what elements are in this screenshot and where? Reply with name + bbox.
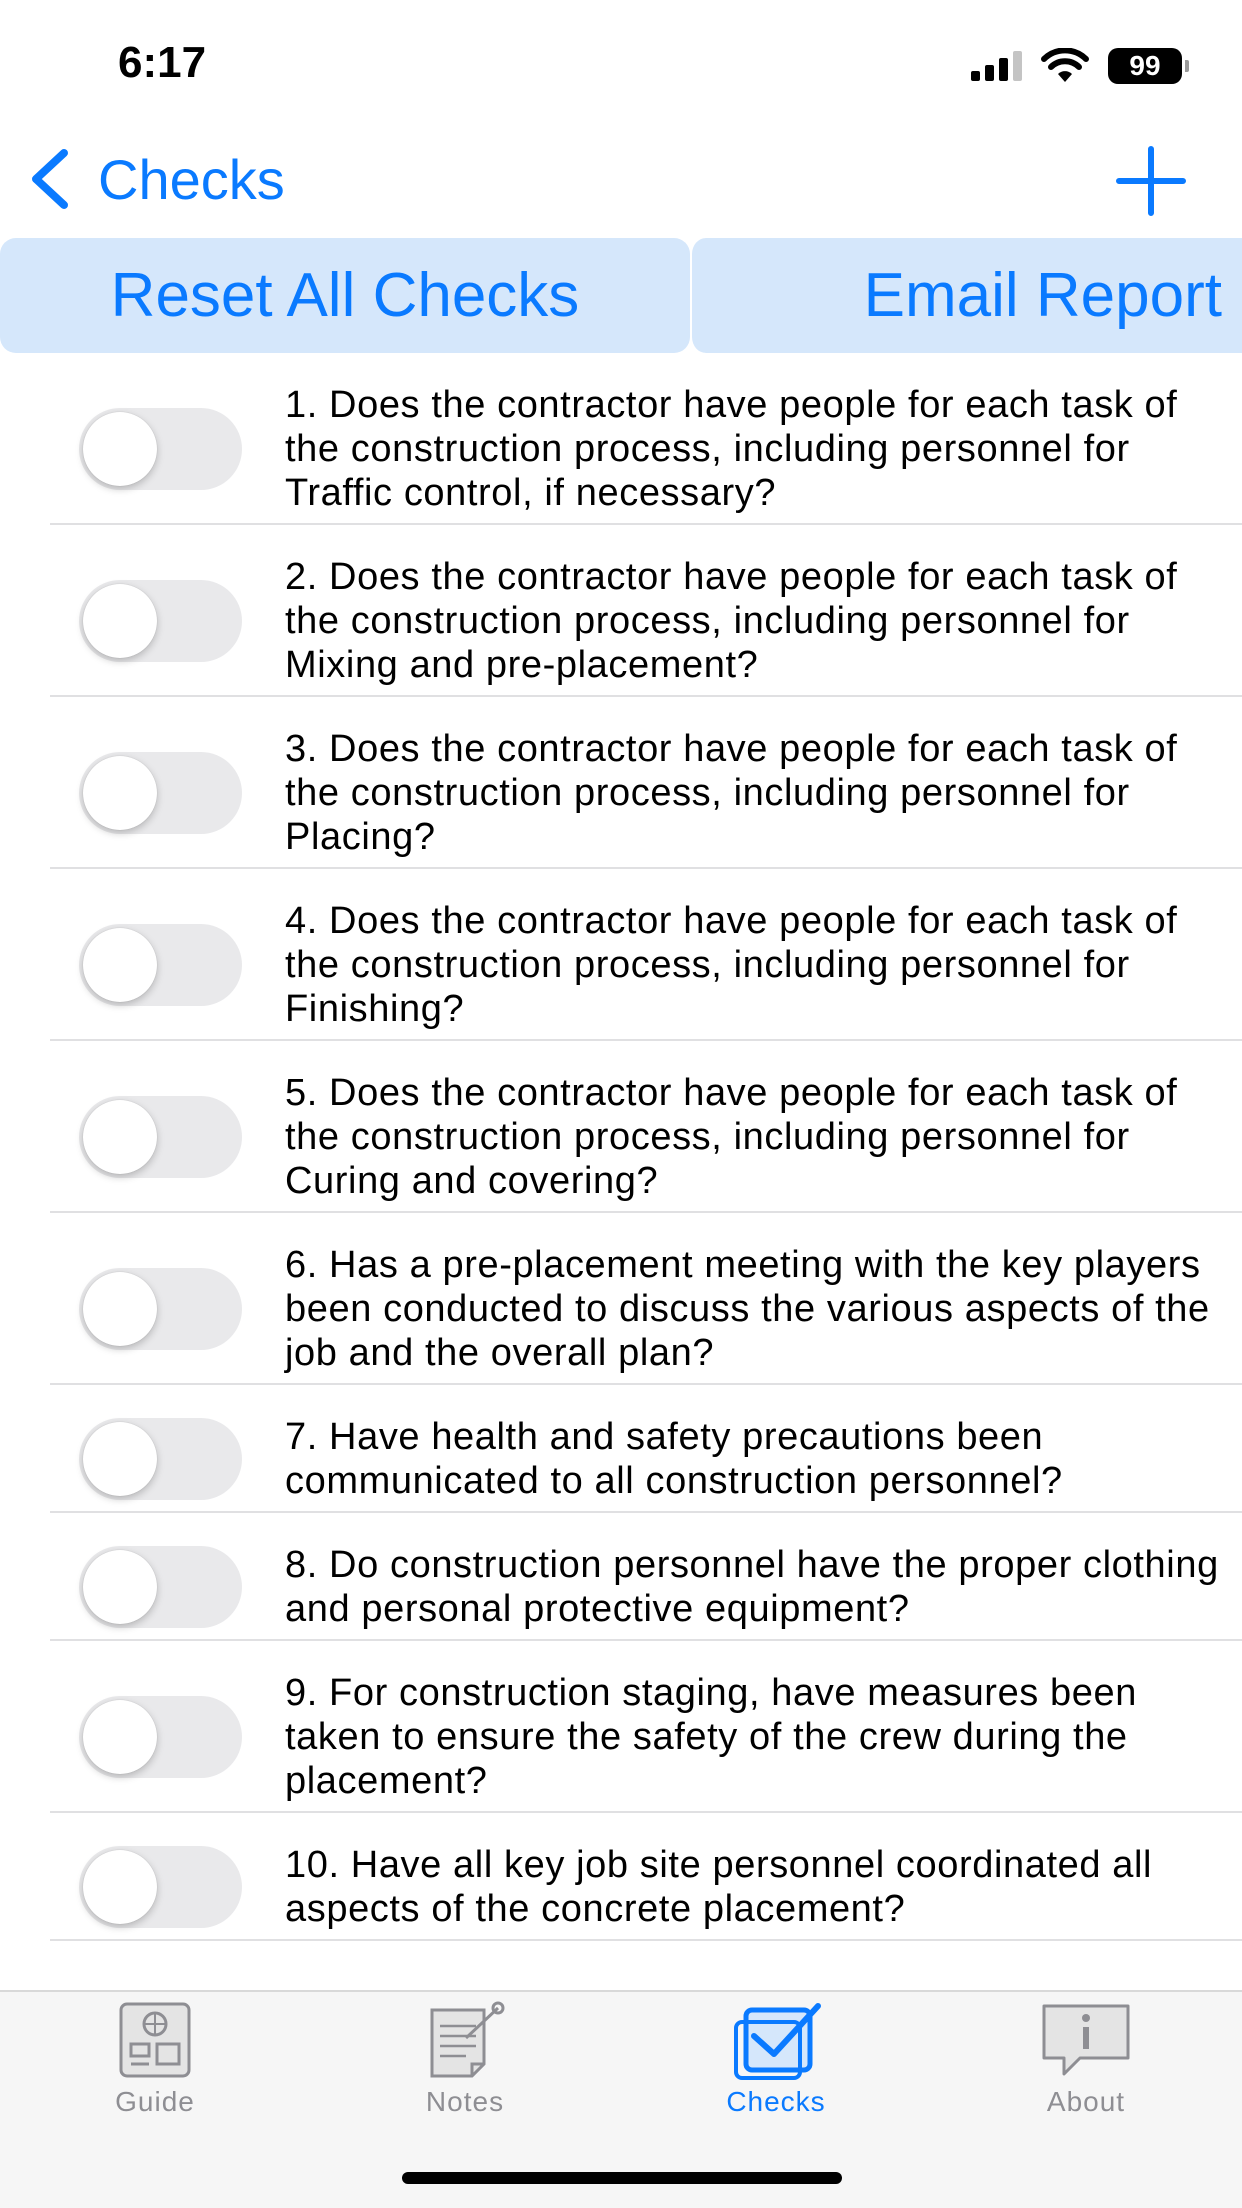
add-button[interactable] [1116,146,1186,216]
tab-notes[interactable] [355,2000,575,2150]
toggle-wrap [50,408,285,490]
toggle-knob [83,1850,157,1924]
check-toggle[interactable] [79,1546,242,1628]
toggle-knob [83,1422,157,1496]
status-bar [0,0,1242,120]
toggle-wrap [50,1546,285,1628]
wifi-icon [1040,48,1090,84]
check-row [50,1813,1242,1941]
tab-about[interactable] [976,2000,1196,2150]
check-question: 9. For construction staging, have measures been taken to ensure the safety of the crew during the placement? [285,1672,1137,1802]
tab-checks[interactable] [666,2000,886,2150]
toggle-knob [83,1550,157,1624]
check-question: 5. Does the contractor have people for each task of the construction process, including personnel for Curing and covering? [285,1072,1178,1202]
toggle-wrap [50,1268,285,1350]
toggle-knob [83,1700,157,1774]
action-row [0,238,1242,353]
toggle-wrap [50,1096,285,1178]
notes-icon [422,2000,508,2080]
toggle-wrap [50,580,285,662]
toggle-wrap [50,924,285,1006]
info-bubble-icon [1038,2000,1134,2080]
check-question: 2. Does the contractor have people for each task of the construction process, including personnel for Mixing and pre-placement? [285,556,1178,686]
back-button[interactable] [26,144,285,214]
check-row [50,353,1242,525]
check-row [50,1513,1242,1641]
check-question: 10. Have all key job site personnel coordinated all aspects of the concrete placement? [285,1844,1153,1930]
check-toggle[interactable] [79,408,242,490]
tab-label: Guide [115,2086,195,2117]
toggle-knob [83,1100,157,1174]
check-toggle[interactable] [79,1268,242,1350]
check-toggle[interactable] [79,1418,242,1500]
toggle-wrap [50,1418,285,1500]
battery-icon: 99 [1108,48,1182,84]
toggle-knob [83,928,157,1002]
email-report-button[interactable]: Email Report [690,238,1242,353]
plus-icon [1116,146,1186,216]
chevron-left-icon [26,147,72,211]
check-toggle[interactable] [79,924,242,1006]
status-icons [971,46,1182,86]
check-row [50,869,1242,1041]
check-question: 6. Has a pre-placement meeting with the key players been conducted to discuss the various aspects of the job and the overall plan? [285,1244,1210,1374]
toggle-wrap [50,1846,285,1928]
check-row [50,1213,1242,1385]
tab-label: Checks [726,2086,826,2117]
check-row [50,525,1242,697]
signal-icon [971,51,1022,81]
toggle-wrap [50,752,285,834]
check-row [50,1385,1242,1513]
check-row [50,1041,1242,1213]
check-toggle[interactable] [79,1846,242,1928]
back-label: Checks [98,147,285,211]
home-indicator [402,2172,842,2184]
checkbox-icon [726,2000,826,2080]
check-question: 4. Does the contractor have people for each task of the construction process, including personnel for Finishing? [285,900,1178,1030]
check-toggle[interactable] [79,1096,242,1178]
tab-label: Notes [425,2086,505,2117]
check-row [50,697,1242,869]
check-row [50,1641,1242,1813]
checks-list[interactable] [0,353,1242,1990]
check-question: 3. Does the contractor have people for each task of the construction process, including personnel for Placing? [285,728,1178,858]
check-question: 8. Do construction personnel have the proper clothing and personal protective equipment? [285,1544,1219,1630]
check-question: 1. Does the contractor have people for each task of the construction process, including personnel for Traffic control, if necessary? [285,384,1178,514]
tab-guide[interactable] [45,2000,265,2150]
status-time: 6:17 [118,38,207,87]
toggle-knob [83,756,157,830]
check-toggle[interactable] [79,752,242,834]
check-question: 7. Have health and safety precautions been communicated to all construction personnel? [285,1416,1063,1502]
guide-icon [117,2000,193,2080]
reset-all-checks-button[interactable]: Reset All Checks [0,238,690,353]
toggle-knob [83,412,157,486]
check-toggle[interactable] [79,1696,242,1778]
toggle-wrap [50,1696,285,1778]
toggle-knob [83,584,157,658]
toggle-knob [83,1272,157,1346]
nav-bar [0,120,1242,238]
check-toggle[interactable] [79,580,242,662]
tab-label: About [1046,2086,1126,2117]
